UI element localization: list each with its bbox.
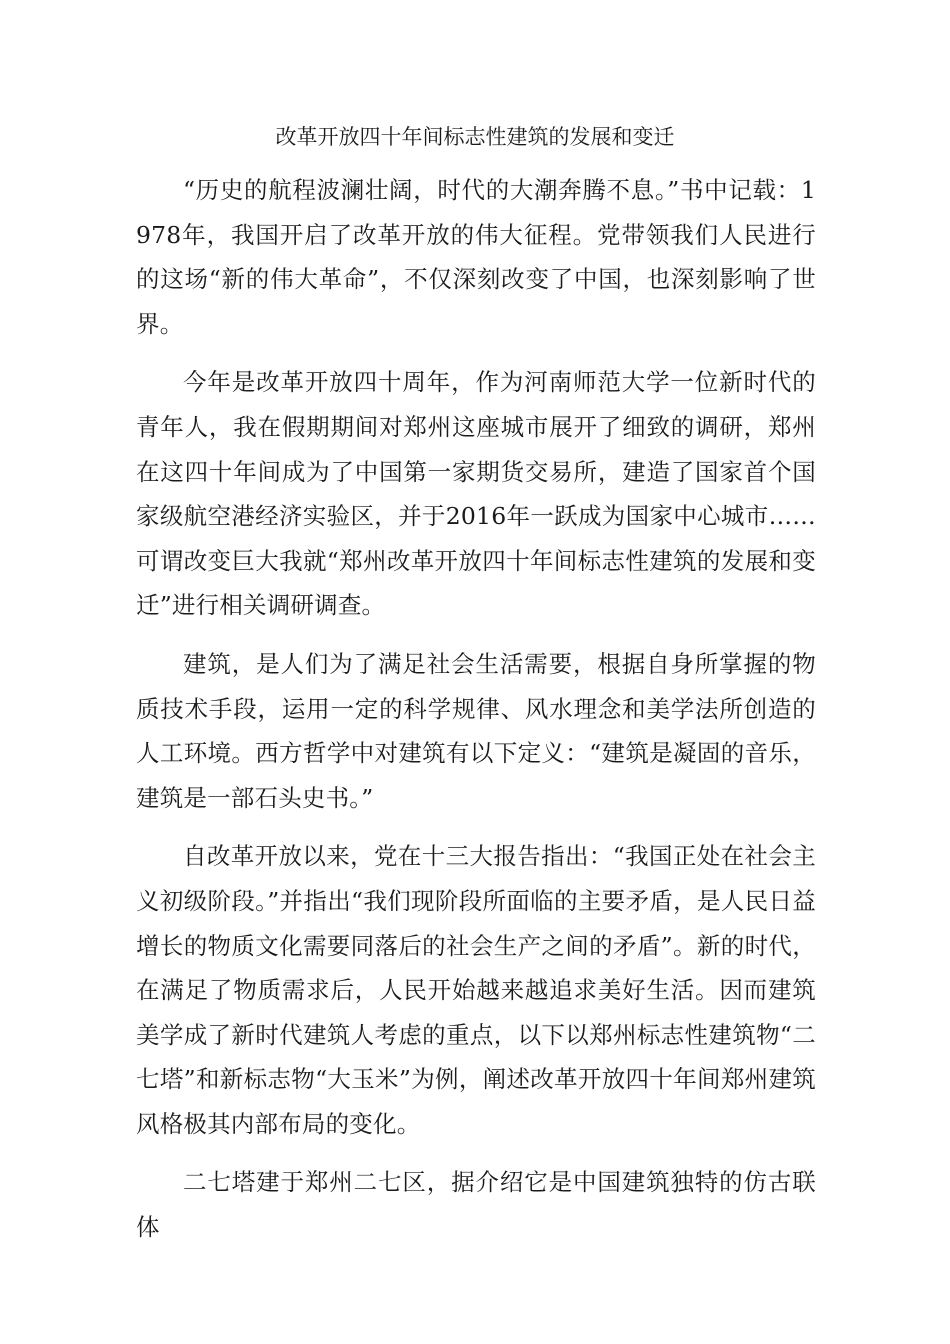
document-title: 改革开放四十年间标志性建筑的发展和变迁 (275, 125, 675, 149)
paragraph-5: 二七塔建于郑州二七区，据介绍它是中国建筑独特的仿古联体 (136, 1168, 816, 1242)
paragraph-2: 今年是改革开放四十周年，作为河南师范大学一位新时代的青年人，我在假期期间对郑州这座城市展开了细致的调研，郑州在这四十年间成为了中国第一家期货交易所，建造了国家首个国家级航空港经济实验区，并于2016年一跃成为国家中心城市……可谓改变巨大我就“郑州改革开放四十年间标志性建筑的发展和变迁”进行相关调研调查。 (136, 368, 816, 620)
paragraph-3: 建筑，是人们为了满足社会生活需要，根据自身所掌握的物质技术手段，运用一定的科学规律、风水理念和美学法所创造的人工环境。西方哲学中对建筑有以下定义：“建筑是凝固的音乐，建筑是一部石头史书。” (136, 649, 816, 812)
paragraph-4: 自改革开放以来，党在十三大报告指出：“我国正处在社会主义初级阶段。”并指出“我们现阶段所面临的主要矛盾，是人民日益增长的物质文化需要同落后的社会生产之间的矛盾”。新的时代，在满足了物质需求后，人民开始越来越追求美好生活。因而建筑美学成了新时代建筑人考虑的重点，以下以郑州标志性建筑物“二七塔”和新标志物“大玉米”为例，阐述改革开放四十年间郑州建筑风格极其内部布局的变化。 (136, 842, 816, 1138)
paragraph-1: “历史的航程波澜壮阔，时代的大潮奔腾不息。”书中记载：1978年，我国开启了改革开放的伟大征程。党带领我们人民进行的这场“新的伟大革命”，不仅深刻改变了中国，也深刻影响了世界。 (136, 176, 816, 338)
document-body (136, 168, 816, 1264)
